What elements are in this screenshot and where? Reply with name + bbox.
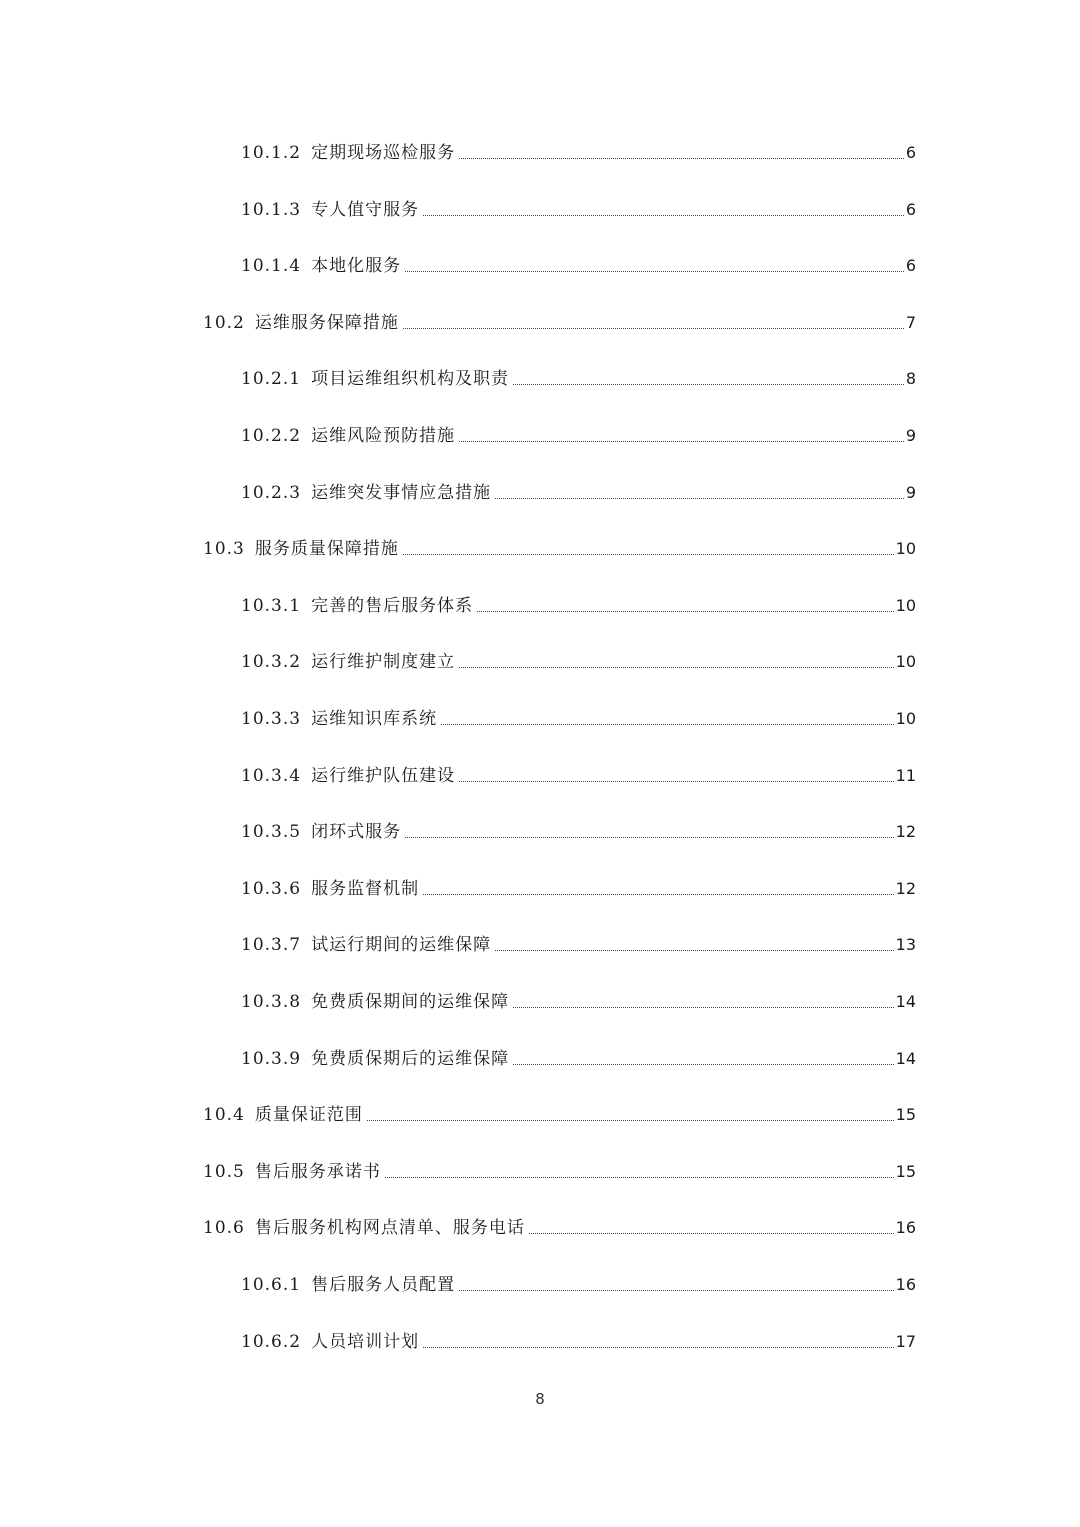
toc-dot-leader: [459, 781, 894, 782]
toc-dot-leader: [405, 837, 894, 838]
toc-entry-page: 10: [895, 595, 916, 615]
toc-entry-title: 试运行期间的运维保障: [311, 935, 492, 956]
toc-entry[interactable]: [241, 1317, 916, 1353]
toc-entry-page: 8: [905, 369, 916, 389]
toc-entry-number: 10.3.6: [241, 878, 302, 899]
toc-entry-page: 11: [895, 765, 916, 785]
toc-entry-page: 16: [895, 1275, 916, 1294]
toc-entry-number: 10.2: [203, 312, 245, 333]
toc-entry-title: 人员培训计划: [311, 1331, 420, 1352]
toc-entry[interactable]: [241, 581, 916, 617]
toc-entry-page: 13: [895, 935, 916, 955]
toc-entry-title: 免费质保期后的运维保障: [311, 1048, 510, 1069]
toc-entry-title: 售后服务承诺书: [254, 1161, 381, 1182]
toc-entry[interactable]: [241, 1260, 916, 1296]
toc-entry-page: 15: [895, 1161, 916, 1181]
toc-dot-leader: [459, 1290, 894, 1291]
toc-entry-number: 10.4: [203, 1105, 245, 1126]
toc-entry-title: 专人值守服务: [311, 199, 420, 220]
toc-entry-number: 10.2.2: [241, 426, 302, 446]
toc-entry-number: 10.3.7: [241, 935, 302, 956]
toc-entry-title: 完善的售后服务体系: [311, 595, 474, 616]
toc-entry-page: 7: [905, 312, 916, 332]
toc-entry-page: 6: [905, 256, 916, 276]
toc-entry[interactable]: [241, 751, 916, 787]
toc-entry-page: 9: [905, 426, 916, 445]
toc-dot-leader: [441, 724, 894, 725]
toc-entry-number: 10.6: [203, 1218, 245, 1239]
toc-entry-page: 9: [905, 482, 916, 502]
toc-entry-number: 10.6.2: [241, 1331, 302, 1352]
toc-entry-title: 项目运维组织机构及职责: [311, 369, 510, 390]
toc-entry-number: 10.3.5: [241, 822, 302, 843]
toc-entry-page: 14: [895, 1048, 916, 1068]
toc-entry-title: 运行维护队伍建设: [311, 765, 456, 786]
toc-entry-number: 10.3: [203, 539, 245, 560]
toc-entry-page: 17: [895, 1331, 916, 1351]
toc-entry[interactable]: [241, 468, 916, 504]
toc-entry-title: 运维知识库系统: [311, 709, 438, 729]
toc-entry[interactable]: [241, 637, 916, 673]
toc-dot-leader: [423, 894, 894, 895]
toc-dot-leader: [459, 667, 894, 668]
toc-dot-leader: [513, 384, 904, 385]
toc-entry-page: 16: [895, 1218, 916, 1238]
toc-dot-leader: [367, 1120, 894, 1121]
toc-entry-number: 10.1.3: [241, 199, 302, 220]
toc-entry-title: 售后服务机构网点清单、服务电话: [254, 1218, 525, 1239]
toc-dot-leader: [403, 554, 894, 555]
toc-entry-title: 服务质量保障措施: [254, 539, 399, 560]
toc-entry[interactable]: [241, 411, 916, 447]
toc-entry-number: 10.2.1: [241, 369, 302, 390]
toc-entry-title: 闭环式服务: [311, 822, 402, 843]
toc-entry-number: 10.3.9: [241, 1048, 302, 1069]
toc-entry-title: 定期现场巡检服务: [311, 143, 456, 163]
toc-entry[interactable]: [203, 524, 916, 560]
toc-entry-number: 10.3.1: [241, 595, 302, 616]
toc-dot-leader: [385, 1177, 894, 1178]
toc-entry-title: 免费质保期间的运维保障: [311, 992, 510, 1012]
toc-entry-page: 15: [895, 1105, 916, 1125]
toc-entry-title: 运维风险预防措施: [311, 426, 456, 446]
toc-dot-leader: [423, 1347, 894, 1348]
toc-dot-leader: [529, 1233, 894, 1234]
toc-dot-leader: [423, 215, 904, 216]
toc-entry-number: 10.3.8: [241, 992, 302, 1012]
toc-entry[interactable]: [203, 1090, 916, 1126]
toc-entry-title: 质量保证范围: [254, 1105, 363, 1126]
toc-dot-leader: [459, 441, 904, 442]
toc-entry[interactable]: [241, 920, 916, 956]
toc-entry-title: 售后服务人员配置: [311, 1275, 456, 1295]
toc-dot-leader: [477, 611, 894, 612]
toc-entry-title: 运维突发事情应急措施: [311, 482, 492, 503]
toc-dot-leader: [403, 328, 904, 329]
toc-entry-number: 10.1.2: [241, 143, 302, 163]
toc-entry-page: 10: [895, 539, 916, 559]
toc-entry-page: 10: [895, 652, 916, 672]
toc-entry-title: 运维服务保障措施: [254, 312, 399, 333]
toc-entry[interactable]: [241, 185, 916, 221]
toc-dot-leader: [513, 1007, 894, 1008]
toc-dot-leader: [459, 158, 904, 159]
toc-entry[interactable]: [241, 128, 916, 164]
toc-dot-leader: [495, 950, 894, 951]
toc-entry-page: 6: [905, 143, 916, 162]
toc-entry[interactable]: [241, 1034, 916, 1070]
toc-entry[interactable]: [203, 1203, 916, 1239]
toc-entry-number: 10.2.3: [241, 482, 302, 503]
toc-entry[interactable]: [241, 241, 916, 277]
toc-dot-leader: [405, 271, 904, 272]
toc-entry[interactable]: [203, 1147, 916, 1183]
toc-entry[interactable]: [203, 298, 916, 334]
toc-entry[interactable]: [241, 694, 916, 730]
toc-entry-page: 14: [895, 992, 916, 1011]
toc-entry-title: 运行维护制度建立: [311, 652, 456, 673]
toc-dot-leader: [513, 1064, 894, 1065]
toc-entry-title: 本地化服务: [311, 256, 402, 277]
toc-entry-page: 10: [895, 709, 916, 728]
toc-entry-title: 服务监督机制: [311, 878, 420, 899]
toc-dot-leader: [495, 498, 904, 499]
toc-entry-number: 10.1.4: [241, 256, 302, 277]
toc-entry-number: 10.6.1: [241, 1275, 302, 1295]
toc-entry-number: 10.3.4: [241, 765, 302, 786]
toc-entry[interactable]: [241, 354, 916, 390]
toc-entry[interactable]: [241, 977, 916, 1013]
toc-entry-number: 10.3.2: [241, 652, 302, 673]
toc-entry[interactable]: [241, 807, 916, 843]
toc-entry-page: 6: [905, 199, 916, 219]
toc-entry-number: 10.5: [203, 1161, 245, 1182]
page-number: 8: [535, 1390, 545, 1408]
toc-entry-page: 12: [895, 878, 916, 898]
toc-entry[interactable]: [241, 864, 916, 900]
toc-entry-page: 12: [895, 822, 916, 842]
toc-entry-number: 10.3.3: [241, 709, 302, 729]
